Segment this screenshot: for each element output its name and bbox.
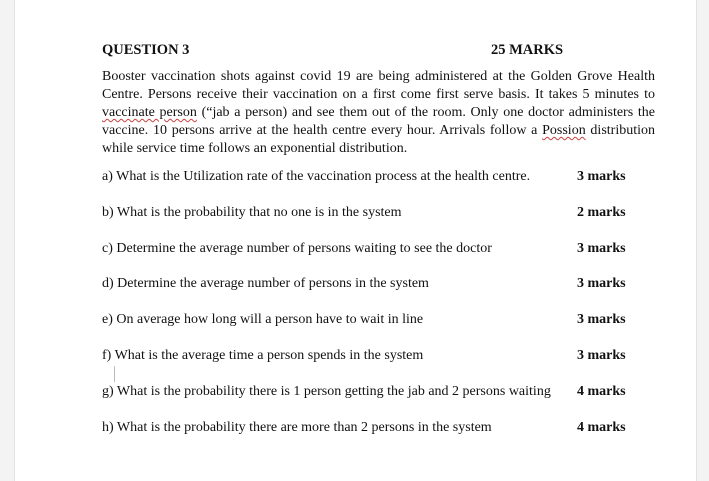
question-part: [102, 276, 662, 312]
question-part-marks: 3 marks: [577, 276, 626, 292]
question-part-text: e) On average how long will a person have to wait in line: [102, 312, 424, 328]
question-part-marks: 4 marks: [577, 383, 626, 399]
question-part-text: g) What is the probability there is 1 person getting the jab and 2 persons waiting: [102, 383, 551, 399]
question-parts-list: [102, 169, 662, 455]
question-part-marks: 3 marks: [577, 312, 626, 328]
question-intro: [102, 68, 655, 158]
question-part-text: c) Determine the average number of persons waiting to see the doctor: [102, 240, 492, 256]
question-part-text: a) What is the Utilization rate of the vaccination process at the health centre.: [102, 169, 531, 184]
question-part-marks: 4 marks: [577, 419, 626, 435]
question-part: [102, 169, 662, 205]
question-part-text: b) What is the probability that no one is in the system: [102, 204, 402, 220]
question-part: [102, 420, 662, 456]
text-cursor: [114, 366, 115, 382]
intro-text-3: distribution while service time follows an exponential distribution.: [102, 123, 655, 156]
spelling-flag-2[interactable]: Possion: [542, 123, 586, 138]
intro-text-2: (“jab a person) and see them out of the room. Only one doctor administers the vaccine. 10 persons arrive at the health centre every hour. Arrivals follow a: [102, 105, 655, 138]
spelling-flag-1[interactable]: vaccinate person: [102, 105, 197, 120]
question-part: [102, 348, 662, 384]
question-part-marks: 3 marks: [577, 240, 626, 256]
question-heading: [102, 42, 662, 62]
question-part-text: d) Determine the average number of persons in the system: [102, 276, 429, 292]
question-title: QUESTION 3: [102, 42, 190, 58]
intro-text-1: Booster vaccination shots against covid 19 are being administered at the Golden Grove Health Centre. Persons receive their vaccination on a first come first serve basis. It takes 5 minutes to: [102, 69, 655, 102]
question-part: [102, 384, 662, 420]
question-part-marks: 2 marks: [577, 204, 626, 220]
question-part-marks: 3 marks: [577, 347, 626, 363]
question-part: [102, 205, 662, 241]
question-part-marks: 3 marks: [577, 169, 626, 184]
question-total-marks: 25 MARKS: [491, 42, 564, 58]
question-content: [102, 42, 662, 435]
question-part: [102, 241, 662, 277]
question-part: [102, 312, 662, 348]
document-page: [14, 0, 697, 481]
question-part-text: f) What is the average time a person spends in the system: [102, 347, 424, 363]
question-part-text: h) What is the probability there are more than 2 persons in the system: [102, 419, 492, 435]
